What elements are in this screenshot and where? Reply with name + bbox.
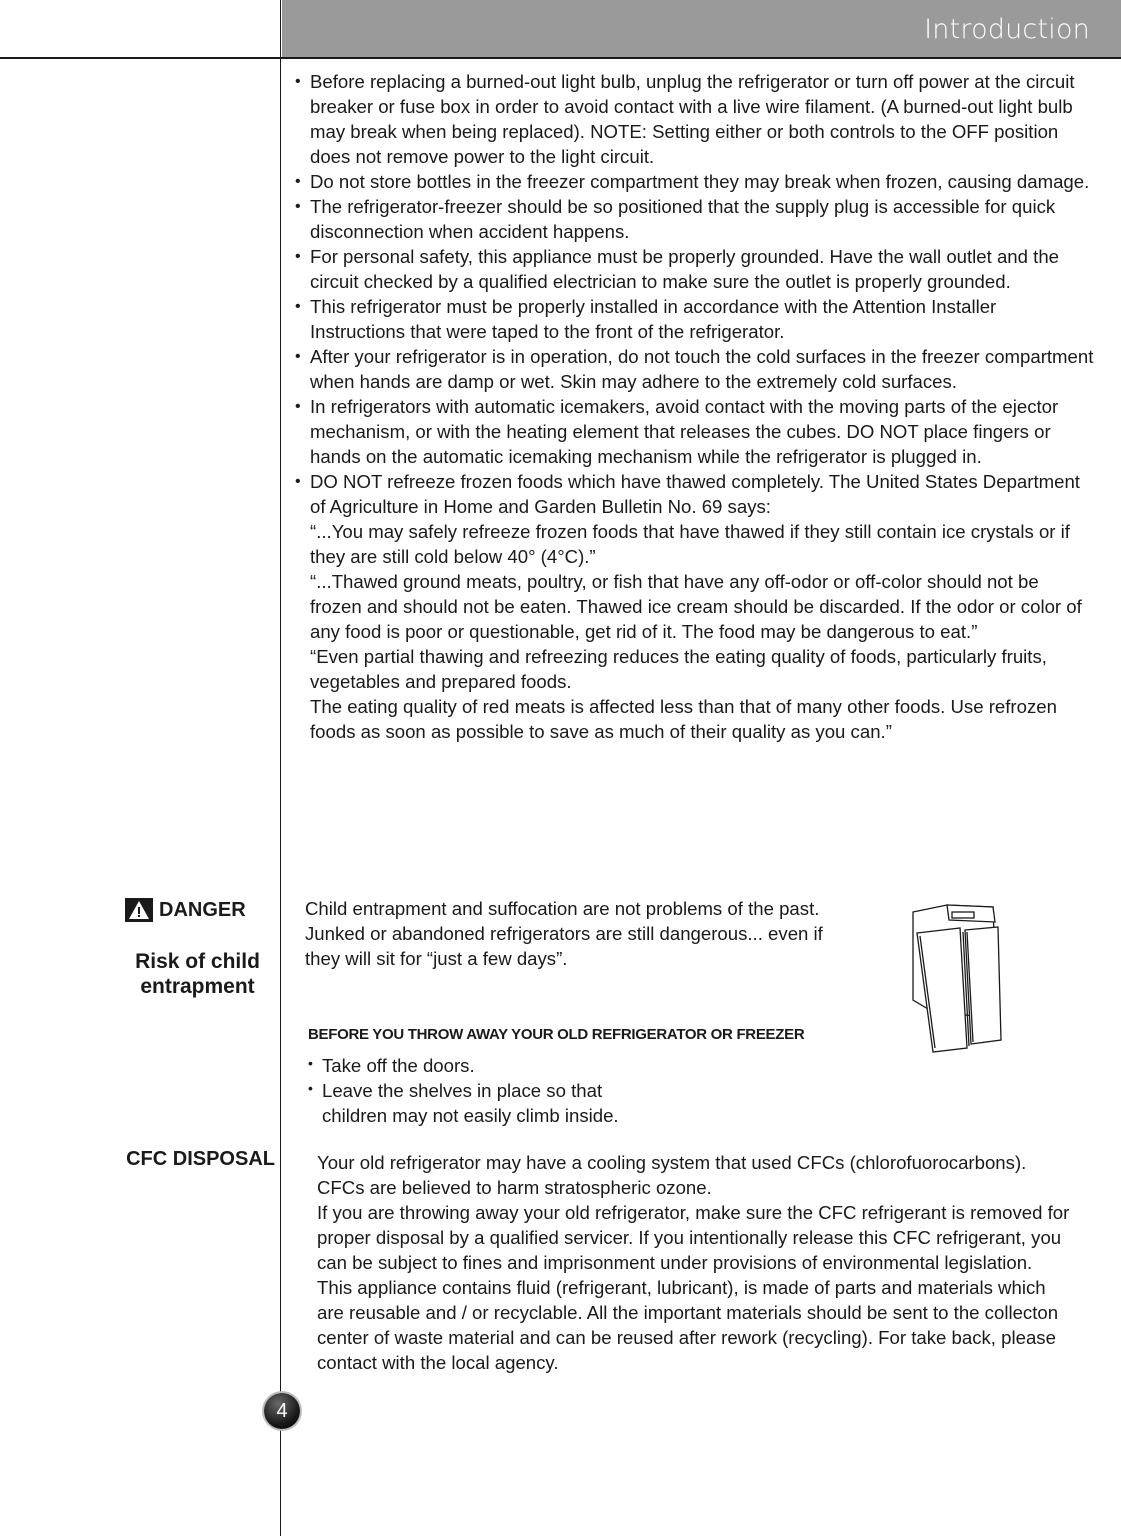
- bullet-icon: •: [295, 298, 301, 315]
- safety-bullet: • This refrigerator must be properly installed in accordance with the Attention Installer Instructions that were taped to the front of the refrigerator.: [295, 296, 997, 342]
- bullet-icon: •: [295, 173, 301, 190]
- danger-label: DANGER: [125, 898, 246, 922]
- cfc-disposal-label: CFC DISPOSAL: [126, 1148, 275, 1170]
- usda-quote: “Even partial thawing and refreezing reduces the eating quality of foods, particularly fruits, vegetables and prepared foods.: [310, 646, 1047, 692]
- header-divider: [0, 57, 1121, 59]
- before-disposal-item: • Take off the doors.: [308, 1053, 667, 1078]
- warning-triangle-icon: [125, 898, 153, 922]
- usda-quote: “...You may safely refreeze frozen foods that have thawed if they still contain ice crystals or if they are still cold below 40° (4°C).”: [310, 521, 1070, 567]
- child-entrapment-text: Child entrapment and suffocation are not problems of the past. Junked or abandoned refrigerators are still dangerous... even if they will sit for “just a few days”.: [305, 898, 823, 969]
- bullet-icon: •: [295, 348, 301, 365]
- safety-bullet: • For personal safety, this appliance must be properly grounded. Have the wall outlet and the circuit checked by a qualified electrician to make sure the outlet is properly grounded.: [295, 246, 1060, 292]
- cfc-disposal-text: [317, 1150, 1077, 1375]
- bullet-icon: •: [295, 73, 301, 90]
- cfc-paragraph: If you are throwing away your old refrigerator, make sure the CFC refrigerant is removed for proper disposal by a qualified servicer. If you intentionally release this CFC refrigerant, you can be subject to fines and imprisonment under provisions of environmental legislation.: [317, 1202, 1070, 1273]
- page-number-badge: 4: [264, 1393, 300, 1429]
- usda-quote: The eating quality of red meats is affected less than that of many other foods. Use refrozen foods as soon as possible to save as much of their quality as you can.”: [310, 696, 1057, 742]
- safety-bullet: • The refrigerator-freezer should be so positioned that the supply plug is accessible for quick disconnection when accident happens.: [295, 196, 1056, 242]
- bullet-icon: •: [295, 248, 301, 265]
- before-disposal-list: [308, 1053, 667, 1128]
- section-title: Introduction: [924, 14, 1090, 45]
- safety-bullet: • DO NOT refreeze frozen foods which have thawed completely. The United States Department of Agriculture in Home and Garden Bulletin No. 69 says: “...You may safely refreeze frozen foods that have thawed if they still contain ice crystals or if they are still cold below 40° (4°C).” “...Thawed ground meats, poultry, or fish that have any off-odor or off-color should not be frozen and should not be eaten. Thawed ice cream should be discarded. If the odor or color of any food is poor or questionable, get rid of it. The food may be dangerous to eat.” “Even partial thawing and refreezing reduces the eating quality of foods, particularly fruits, vegetables and prepared foods. The eating quality of red meats is affected less than that of many other foods. Use refrozen foods as soon as possible to save as much of their quality as you can.”: [295, 469, 1095, 744]
- refrigerator-doors-removed-illustration: [905, 900, 1015, 1060]
- before-disposal-item: • Leave the shelves in place so that children may not easily climb inside.: [308, 1078, 667, 1128]
- safety-bullet-list: [295, 69, 1095, 744]
- bullet-icon: •: [295, 473, 301, 490]
- bullet-icon: •: [295, 198, 301, 215]
- bullet-icon: •: [308, 1080, 313, 1096]
- column-divider: [280, 0, 281, 1536]
- usda-quote: “...Thawed ground meats, poultry, or fish that have any off-odor or off-color should not be frozen and should not be eaten. Thawed ice cream should be discarded. If the odor or color of any food is poor or questionable, get rid of it. The food may be dangerous to eat.”: [310, 571, 1082, 642]
- safety-bullet: • In refrigerators with automatic icemakers, avoid contact with the moving parts of the ejector mechanism, or with the heating element that releases the cubes. DO NOT place fingers or hands on the automatic icemaking mechanism while the refrigerator is plugged in.: [295, 396, 1059, 467]
- risk-of-child-entrapment-label: Risk of child entrapment: [135, 950, 260, 998]
- safety-bullet: • Before replacing a burned-out light bulb, unplug the refrigerator or turn off power at the circuit breaker or fuse box in order to avoid contact with a live wire filament. (A burned-out light bulb may break when being replaced). NOTE: Setting either or both controls to the OFF position does not remove power to the light circuit.: [295, 71, 1075, 167]
- before-disposal-heading: BEFORE YOU THROW AWAY YOUR OLD REFRIGERATOR OR FREEZER: [308, 1026, 805, 1043]
- safety-bullet: • After your refrigerator is in operation, do not touch the cold surfaces in the freezer compartment when hands are damp or wet. Skin may adhere to the extremely cold surfaces.: [295, 346, 1094, 392]
- bullet-icon: •: [295, 398, 301, 415]
- bullet-icon: •: [308, 1055, 313, 1071]
- safety-bullet: • Do not store bottles in the freezer compartment they may break when frozen, causing damage.: [295, 171, 1090, 192]
- cfc-paragraph: This appliance contains fluid (refrigerant, lubricant), is made of parts and materials which are reusable and / or recyclable. All the important materials should be sent to the collecton center of waste material and can be reused after rework (recycling). For take back, please contact with the local agency.: [317, 1277, 1059, 1373]
- cfc-paragraph: Your old refrigerator may have a cooling system that used CFCs (chlorofuorocarbons). CFCs are believed to harm stratospheric ozone.: [317, 1152, 1027, 1198]
- header-band: [282, 0, 1121, 57]
